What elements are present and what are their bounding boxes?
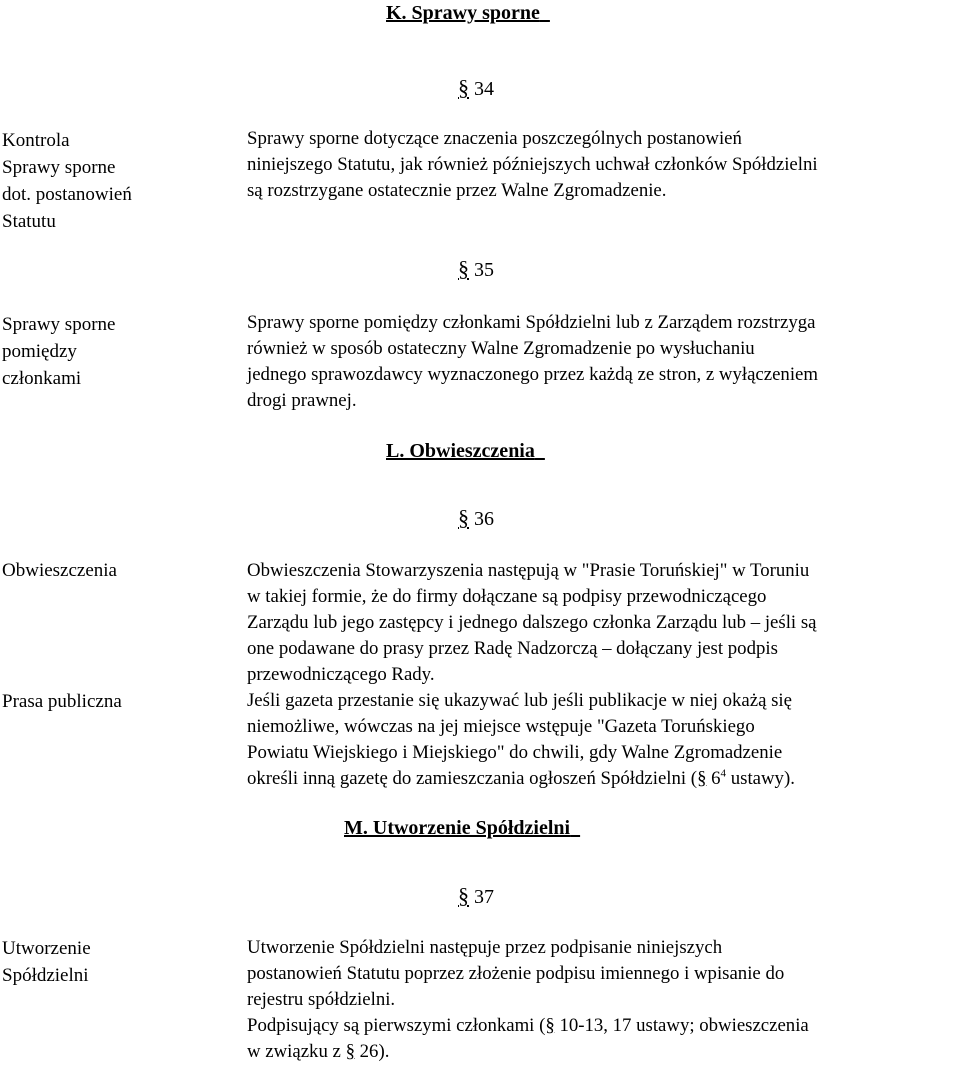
section-heading-l: L. Obwieszczenia xyxy=(386,440,535,462)
paragraph-37-extra-line-1: Podpisujący są pierwszymi członkami (§ 10-13, 17 ustawy; obwieszczenia xyxy=(247,1015,809,1036)
section-heading-m: M. Utworzenie Spółdzielni xyxy=(344,817,571,839)
paragraph-number-37: § 37 xyxy=(458,883,494,908)
margin-note-34: Kontrola Sprawy sporne dot. postanowień Statutu xyxy=(2,130,132,232)
paragraph-number-36: § 36 xyxy=(458,505,494,530)
margin-note-obwieszczenia: Obwieszczenia xyxy=(2,560,117,581)
margin-note-37: Utworzenie Spółdzielni xyxy=(2,938,91,986)
paragraph-text-36: Obwieszczenia Stowarzyszenia następują w "Prasie Toruńskiej" w Toruniu w takiej formie, że do firmy dołączane są podpisy przewodniczącego Zarządu lub jego zastępcy i jednego dalszego członka Zarządu lub – jeśli są one podawane do prasy przez Radę Nadzorczą – dołączany jest podpis przewodniczącego Rady. Jeśli gazeta przestanie się ukazywać lub jeśli publikacje w niej okażą się niemożliwe, wówczas na jej miejsce wstępuje "Gazeta Toruńskiego Powiatu Wiejskiego i Miejskiego" do chwili, gdy Walne Zgromadzenie określi inną gazetę do zamieszczania ogłoszeń Spółdzielni (§ $6^4$ ustawy). xyxy=(247,558,959,792)
paragraph-number-35: § 35 xyxy=(458,256,494,281)
paragraph-36-last-line: określi inną gazetę do zamieszczania ogłoszeń Spółdzielni (§ $6^4$ ustawy). xyxy=(247,767,795,789)
paragraph-number-34: § 34 xyxy=(458,75,494,100)
paragraph-text-35: Sprawy sporne pomiędzy członkami Spółdzielni lub z Zarządem rozstrzyga również w sposób ostateczny Walne Zgromadzenie po wysłuchaniu jednego sprawozdawcy wyznaczonego przez każdą ze stron, z wyłączeniem drogi prawnej. xyxy=(247,312,818,411)
paragraph-text-34: Sprawy sporne dotyczące znaczenia poszczególnych postanowień niniejszego Statutu, jak również późniejszych uchwał członków Spółdzielni są rozstrzygane ostatecznie przez Walne Zgromadzenie. xyxy=(247,128,818,201)
paragraph-37-extra-line-2: w związku z § 26). xyxy=(247,1041,390,1062)
margin-note-35: Sprawy sporne pomiędzy członkami xyxy=(2,314,116,389)
section-heading-k: K. Sprawy sporne xyxy=(386,2,540,24)
margin-note-prasa-publiczna: Prasa publiczna xyxy=(2,691,122,712)
paragraph-text-37: Utworzenie Spółdzielni następuje przez podpisanie niniejszych postanowień Statutu poprzez złożenie podpisu imiennego i wpisanie do rejestru spółdzielni. Podpisujący są pierwszymi członkami (§ 10-13, 17 ustawy; obwieszczenia w związku z § 26). xyxy=(247,935,959,1065)
